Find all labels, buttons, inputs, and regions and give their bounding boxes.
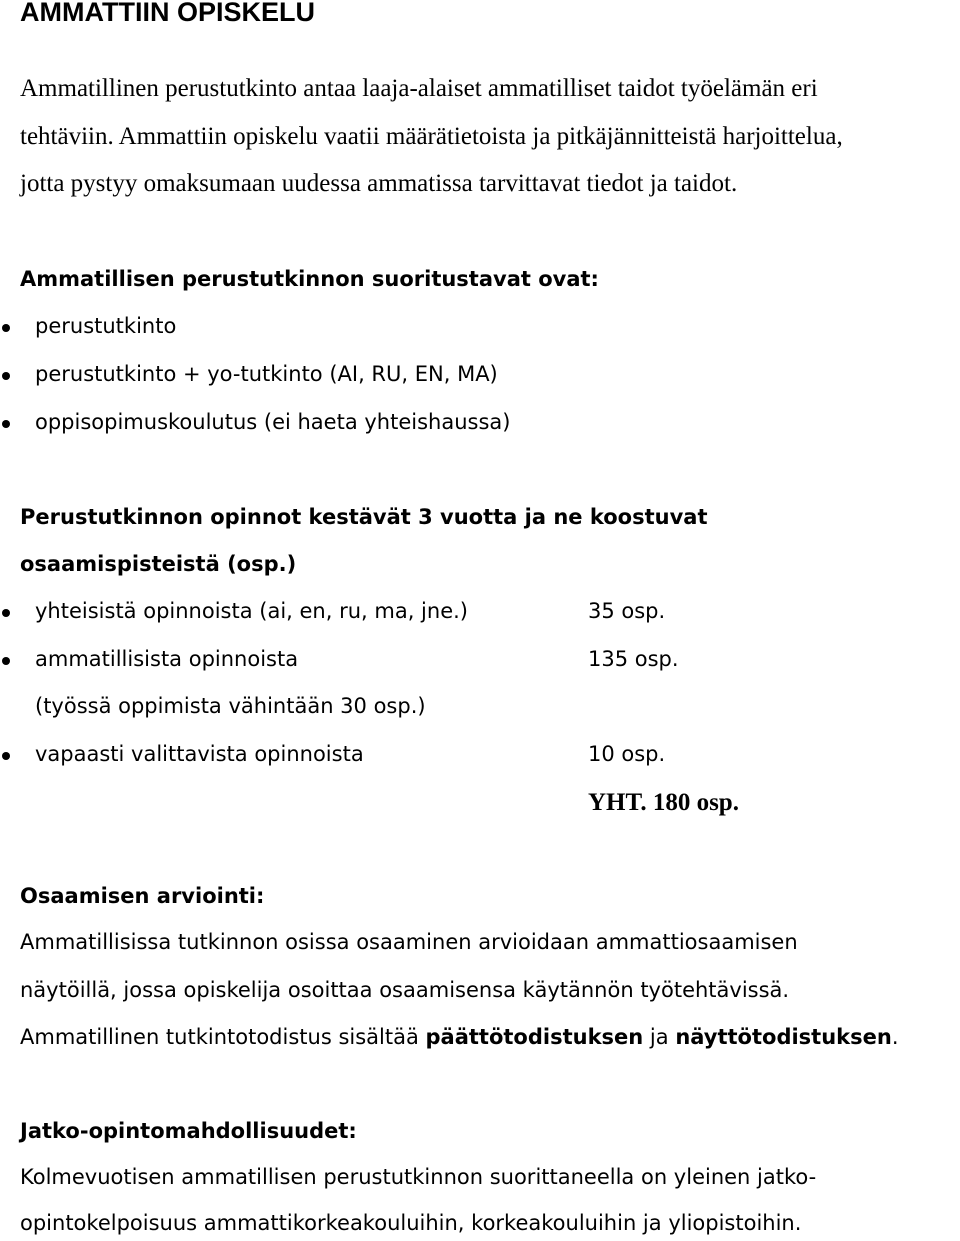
credit-total: YHT. 180 osp. <box>588 789 739 816</box>
assessment-line-1: Ammatillisissa tutkinnon osissa osaaminen arvioidaan ammattiosaamisen <box>20 930 798 954</box>
assessment-line-3 <box>20 1025 899 1049</box>
bullet-icon <box>2 657 10 665</box>
text-run: . <box>891 1025 899 1049</box>
intro-line-1: Ammatillinen perustutkinto antaa laaja-alaiset ammatilliset taidot työelämän eri <box>20 75 818 102</box>
credit-note: (työssä oppimista vähintään 30 osp.) <box>35 694 426 718</box>
credit-label: yhteisistä opinnoista (ai, en, ru, ma, jne.) <box>35 599 468 623</box>
bullet-icon <box>2 372 10 380</box>
further-heading: Jatko-opintomahdollisuudet: <box>20 1119 357 1143</box>
bullet-icon <box>2 324 10 332</box>
credits-heading: Perustutkinnon opinnot kestävät 3 vuotta ja ne koostuvat <box>20 505 708 529</box>
intro-line-3: jotta pystyy omaksumaan uudessa ammatissa tarvittavat tiedot ja taidot. <box>20 170 738 197</box>
assessment-heading: Osaamisen arviointi: <box>20 884 265 908</box>
intro-line-2: tehtäviin. Ammattiin opiskelu vaatii määrätietoista ja pitkäjännitteistä harjoittelua, <box>20 123 843 150</box>
credit-value: 10 osp. <box>588 742 666 766</box>
credit-label: vapaasti valittavista opinnoista <box>35 742 364 766</box>
further-line-1: Kolmevuotisen ammatillisen perustutkinnon suorittaneella on yleinen jatko- <box>20 1165 817 1189</box>
bullet-icon <box>2 609 10 617</box>
bullet-icon <box>2 752 10 760</box>
bold-term: näyttötodistuksen <box>675 1025 892 1049</box>
list-item: oppisopimuskoulutus (ei haeta yhteishaussa) <box>35 410 511 434</box>
text-run: Ammatillinen tutkintotodistus sisältää <box>20 1025 426 1049</box>
further-line-2: opintokelpoisuus ammattikorkeakouluihin, korkeakouluihin ja yliopistoihin. <box>20 1211 802 1235</box>
credit-value: 35 osp. <box>588 599 666 623</box>
list-item: perustutkinto <box>35 314 177 338</box>
page-title: AMMATTIIN OPISKELU <box>20 0 315 27</box>
text-run: ja <box>643 1025 676 1049</box>
credit-label: ammatillisista opinnoista <box>35 647 299 671</box>
credits-heading-cont: osaamispisteistä (osp.) <box>20 552 297 576</box>
credit-value: 135 osp. <box>588 647 679 671</box>
bold-term: päättötodistuksen <box>425 1025 644 1049</box>
assessment-line-2: näytöillä, jossa opiskelija osoittaa osaamisensa käytännön työtehtävissä. <box>20 978 790 1002</box>
list-item: perustutkinto + yo-tutkinto (AI, RU, EN, MA) <box>35 362 498 386</box>
modes-heading: Ammatillisen perustutkinnon suoritustavat ovat: <box>20 267 599 291</box>
bullet-icon <box>2 420 10 428</box>
